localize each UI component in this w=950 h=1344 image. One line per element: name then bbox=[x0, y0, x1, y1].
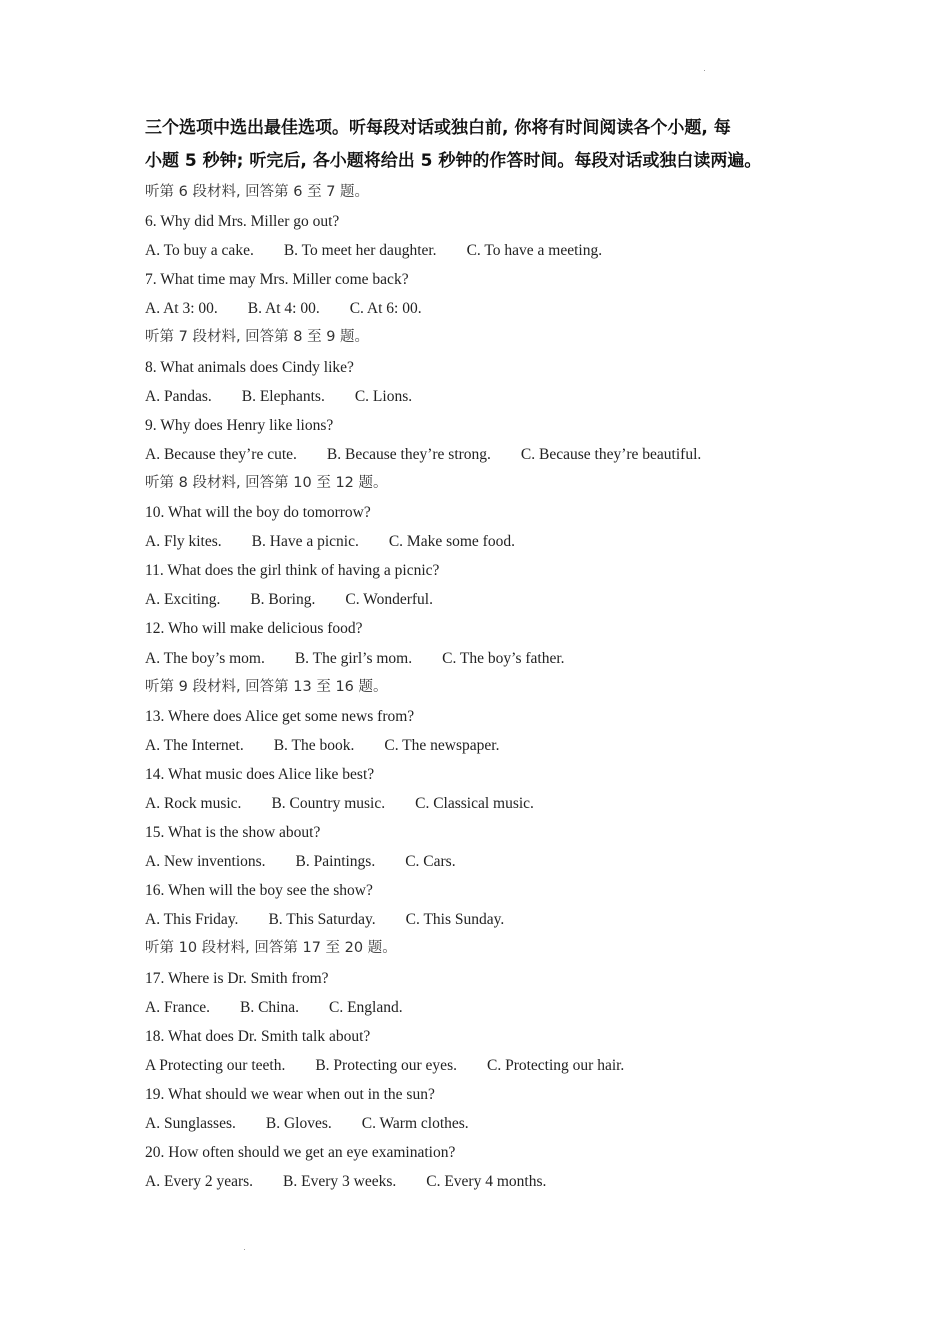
question-text: 9. Why does Henry like lions? bbox=[145, 416, 334, 434]
option-b: B. Paintings. bbox=[295, 853, 376, 871]
options-row bbox=[145, 789, 815, 818]
section-heading: 听第 8 段材料, 回答第 10 至 12 题。 bbox=[145, 474, 388, 491]
option-c: C. This Sunday. bbox=[405, 911, 505, 929]
option-a: A. The boy’s mom. bbox=[145, 649, 265, 667]
question-text: 20. How often should we get an eye examination? bbox=[145, 1144, 456, 1162]
instruction-line-1: 三个选项中选出最佳选项。听每段对话或独白前, 你将有时间阅读各个小题, 每 bbox=[145, 118, 731, 138]
scan-dot-top bbox=[704, 70, 705, 71]
option-c: C. Lions. bbox=[354, 387, 413, 405]
option-c: C. The newspaper. bbox=[384, 736, 500, 754]
option-c: C. To have a meeting. bbox=[466, 242, 603, 260]
section-heading: 听第 9 段材料, 回答第 13 至 16 题。 bbox=[145, 678, 388, 695]
question-text: 19. What should we wear when out in the sun? bbox=[145, 1085, 435, 1103]
exam-page bbox=[145, 112, 815, 1196]
option-b: B. At 4: 00. bbox=[247, 300, 320, 318]
option-c: C. Classical music. bbox=[415, 794, 534, 812]
question-text: 13. Where does Alice get some news from? bbox=[145, 707, 415, 725]
option-a: A. The Internet. bbox=[145, 736, 244, 754]
question-text: 14. What music does Alice like best? bbox=[145, 765, 375, 783]
option-a: A. Every 2 years. bbox=[145, 1173, 254, 1191]
option-c: C. At 6: 00. bbox=[349, 300, 422, 318]
option-a: A. Fly kites. bbox=[145, 533, 222, 551]
options-row bbox=[145, 585, 815, 614]
option-c: C. England. bbox=[329, 998, 403, 1016]
option-b: B. Country music. bbox=[271, 794, 386, 812]
options-row bbox=[145, 1051, 815, 1080]
instruction-line-2: 小题 5 秒钟; 听完后, 各小题将给出 5 秒钟的作答时间。每段对话或独白读两遍。 bbox=[145, 151, 762, 171]
question-text: 15. What is the show about? bbox=[145, 824, 321, 842]
options-row bbox=[145, 527, 815, 556]
option-c: C. Wonderful. bbox=[345, 591, 433, 609]
option-b: B. Elephants. bbox=[241, 387, 325, 405]
options-row bbox=[145, 440, 815, 469]
option-a: A. Because they’re cute. bbox=[145, 445, 297, 463]
question-list bbox=[145, 178, 815, 1196]
option-a: A. Pandas. bbox=[145, 387, 212, 405]
question-text: 7. What time may Mrs. Miller come back? bbox=[145, 271, 409, 289]
options-row bbox=[145, 847, 815, 876]
section-heading: 听第 7 段材料, 回答第 8 至 9 题。 bbox=[145, 329, 370, 346]
option-a: A. France. bbox=[145, 998, 210, 1016]
option-c: C. Protecting our hair. bbox=[486, 1056, 625, 1074]
options-row bbox=[145, 382, 815, 411]
section-heading: 听第 6 段材料, 回答第 6 至 7 题。 bbox=[145, 184, 370, 200]
option-c: C. Because they’re beautiful. bbox=[520, 445, 702, 463]
option-a: A. Sunglasses. bbox=[145, 1115, 236, 1132]
question-text: 11. What does the girl think of having a picnic? bbox=[145, 562, 440, 580]
scan-dot-bottom bbox=[244, 1249, 245, 1250]
option-a: A. Rock music. bbox=[145, 794, 242, 812]
options-row bbox=[145, 294, 815, 323]
option-a: A. This Friday. bbox=[145, 911, 239, 929]
option-b: B. Every 3 weeks. bbox=[283, 1173, 397, 1191]
options-row bbox=[145, 993, 815, 1022]
option-b: B. Have a picnic. bbox=[251, 533, 359, 551]
question-text: 8. What animals does Cindy like? bbox=[145, 358, 354, 376]
question-text: 6. Why did Mrs. Miller go out? bbox=[145, 213, 340, 231]
option-c: C. Every 4 months. bbox=[426, 1173, 547, 1191]
option-b: B. This Saturday. bbox=[268, 911, 376, 929]
option-b: B. China. bbox=[240, 998, 299, 1016]
option-b: B. The girl’s mom. bbox=[294, 649, 413, 667]
option-a: A. New inventions. bbox=[145, 853, 266, 871]
option-c: C. Warm clothes. bbox=[361, 1115, 469, 1132]
options-row bbox=[145, 644, 815, 673]
question-text: 17. Where is Dr. Smith from? bbox=[145, 969, 329, 987]
option-b: B. Gloves. bbox=[265, 1115, 332, 1132]
question-text: 10. What will the boy do tomorrow? bbox=[145, 504, 371, 522]
option-b: B. Because they’re strong. bbox=[326, 445, 491, 463]
option-c: C. Make some food. bbox=[388, 533, 515, 551]
options-row bbox=[145, 1109, 815, 1138]
options-row bbox=[145, 731, 815, 760]
options-row bbox=[145, 1167, 815, 1196]
section-heading: 听第 10 段材料, 回答第 17 至 20 题。 bbox=[145, 940, 397, 957]
question-text: 12. Who will make delicious food? bbox=[145, 620, 363, 638]
option-b: B. The book. bbox=[273, 736, 355, 754]
question-text: 18. What does Dr. Smith talk about? bbox=[145, 1027, 371, 1045]
question-text: 16. When will the boy see the show? bbox=[145, 882, 373, 900]
option-a: A Protecting our teeth. bbox=[145, 1056, 286, 1074]
option-a: A. Exciting. bbox=[145, 591, 221, 609]
option-c: C. Cars. bbox=[405, 853, 456, 871]
option-b: B. To meet her daughter. bbox=[283, 242, 437, 260]
options-row bbox=[145, 236, 815, 265]
option-a: A. To buy a cake. bbox=[145, 242, 254, 260]
option-b: B. Boring. bbox=[250, 591, 316, 609]
option-a: A. At 3: 00. bbox=[145, 300, 218, 318]
options-row bbox=[145, 905, 815, 934]
option-b: B. Protecting our eyes. bbox=[315, 1056, 457, 1074]
option-c: C. The boy’s father. bbox=[442, 649, 565, 667]
